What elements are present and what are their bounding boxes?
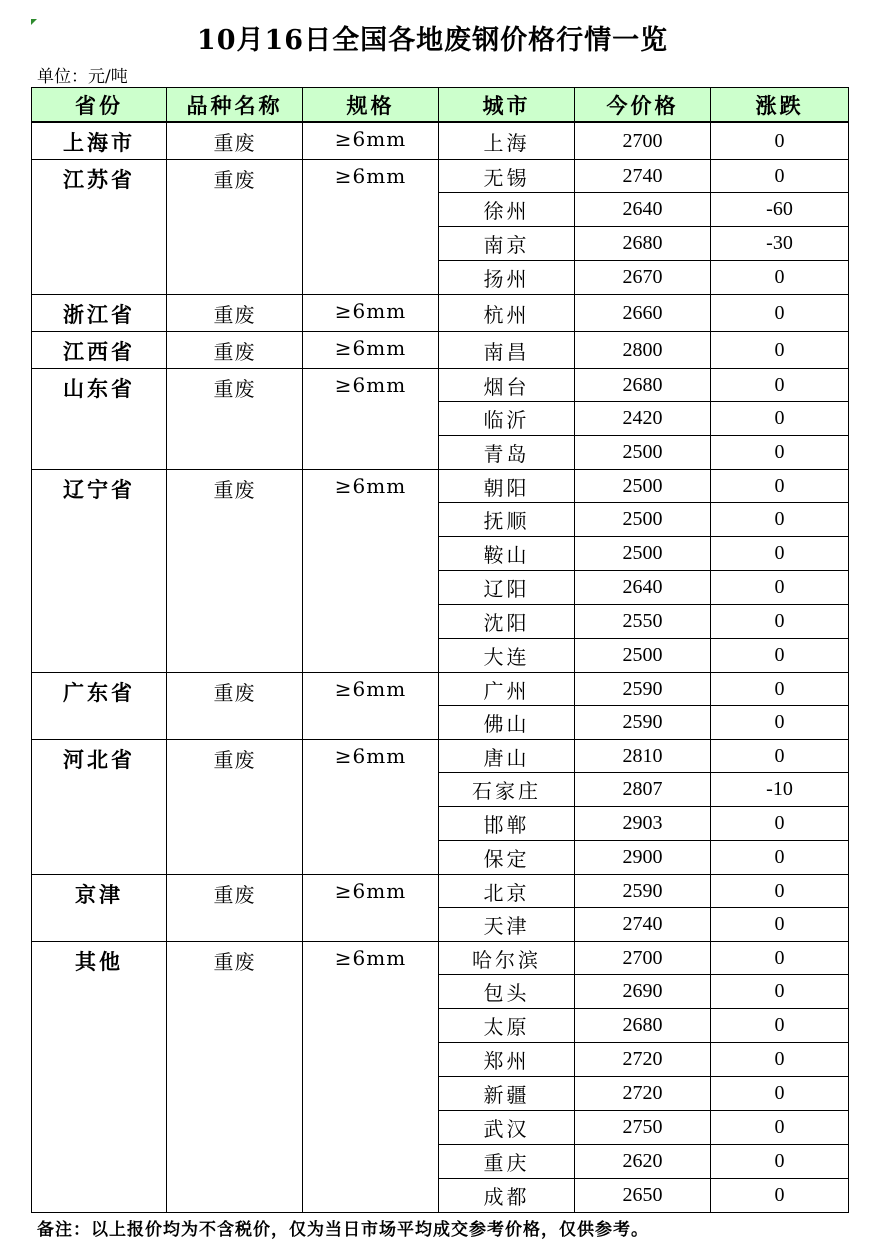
city-cell: 广州	[439, 673, 575, 706]
price-cell: 2500	[575, 470, 711, 503]
footer-note: 备注：以上报价均为不含税价，仅为当日市场平均成交参考价格，仅供参考。	[37, 1220, 649, 1240]
city-cell: 太原	[439, 1009, 575, 1043]
price-cell: 2590	[575, 706, 711, 740]
table-body	[32, 122, 849, 1213]
kind-cell: 重废	[167, 942, 303, 1213]
city-cell: 临沂	[439, 402, 575, 436]
province-cell: 上海市	[32, 122, 167, 160]
city-cell: 重庆	[439, 1145, 575, 1179]
city-cell: 南昌	[439, 332, 575, 369]
table-row	[32, 369, 849, 402]
city-cell: 新疆	[439, 1077, 575, 1111]
city-cell: 杭州	[439, 295, 575, 332]
city-cell: 包头	[439, 975, 575, 1009]
spec-cell: ≥6mm	[303, 122, 439, 160]
province-cell: 江西省	[32, 332, 167, 369]
province-cell: 山东省	[32, 369, 167, 470]
kind-cell: 重废	[167, 875, 303, 942]
header-price: 今价格	[575, 88, 711, 123]
city-cell: 沈阳	[439, 605, 575, 639]
header-province: 省份	[32, 88, 167, 123]
table-row	[32, 740, 849, 773]
change-cell: 0	[711, 1077, 849, 1111]
province-cell: 浙江省	[32, 295, 167, 332]
table-row	[32, 160, 849, 193]
change-cell: 0	[711, 875, 849, 908]
change-cell: 0	[711, 807, 849, 841]
city-cell: 武汉	[439, 1111, 575, 1145]
change-cell: -30	[711, 227, 849, 261]
change-cell: 0	[711, 908, 849, 942]
price-cell: 2420	[575, 402, 711, 436]
city-cell: 抚顺	[439, 503, 575, 537]
change-cell: 0	[711, 1043, 849, 1077]
table-row	[32, 295, 849, 332]
price-cell: 2720	[575, 1043, 711, 1077]
change-cell: 0	[711, 470, 849, 503]
city-cell: 邯郸	[439, 807, 575, 841]
price-cell: 2720	[575, 1077, 711, 1111]
change-cell: 0	[711, 841, 849, 875]
price-cell: 2900	[575, 841, 711, 875]
city-cell: 石家庄	[439, 773, 575, 807]
change-cell: 0	[711, 1145, 849, 1179]
header-kind: 品种名称	[167, 88, 303, 123]
city-cell: 青岛	[439, 436, 575, 470]
change-cell: 0	[711, 571, 849, 605]
price-cell: 2660	[575, 295, 711, 332]
spec-cell: ≥6mm	[303, 875, 439, 942]
spec-cell: ≥6mm	[303, 740, 439, 875]
unit-label: 单位：元/吨	[37, 67, 128, 87]
table-row	[32, 332, 849, 369]
change-cell: 0	[711, 537, 849, 571]
city-cell: 大连	[439, 639, 575, 673]
province-cell: 江苏省	[32, 160, 167, 295]
kind-cell: 重废	[167, 122, 303, 160]
city-cell: 鞍山	[439, 537, 575, 571]
city-cell: 哈尔滨	[439, 942, 575, 975]
city-cell: 郑州	[439, 1043, 575, 1077]
city-cell: 北京	[439, 875, 575, 908]
city-cell: 唐山	[439, 740, 575, 773]
price-cell: 2670	[575, 261, 711, 295]
price-cell: 2700	[575, 122, 711, 160]
spec-cell: ≥6mm	[303, 942, 439, 1213]
change-cell: 0	[711, 122, 849, 160]
city-cell: 成都	[439, 1179, 575, 1213]
change-cell: 0	[711, 436, 849, 470]
price-cell: 2740	[575, 908, 711, 942]
change-cell: 0	[711, 706, 849, 740]
city-cell: 扬州	[439, 261, 575, 295]
spec-cell: ≥6mm	[303, 673, 439, 740]
change-cell: 0	[711, 295, 849, 332]
page-title: 10月16日全国各地废钢价格行情一览	[196, 25, 669, 56]
price-cell: 2700	[575, 942, 711, 975]
header-change: 涨跌	[711, 88, 849, 123]
table-row	[32, 673, 849, 706]
price-cell: 2500	[575, 503, 711, 537]
change-cell: 0	[711, 1009, 849, 1043]
price-cell: 2680	[575, 369, 711, 402]
province-cell: 辽宁省	[32, 470, 167, 673]
table-header-row	[32, 88, 849, 123]
change-cell: 0	[711, 942, 849, 975]
price-cell: 2650	[575, 1179, 711, 1213]
change-cell: 0	[711, 160, 849, 193]
spec-cell: ≥6mm	[303, 295, 439, 332]
province-cell: 京津	[32, 875, 167, 942]
change-cell: 0	[711, 1179, 849, 1213]
price-cell: 2500	[575, 537, 711, 571]
city-cell: 上海	[439, 122, 575, 160]
province-cell: 其他	[32, 942, 167, 1213]
city-cell: 保定	[439, 841, 575, 875]
price-cell: 2690	[575, 975, 711, 1009]
price-cell: 2740	[575, 160, 711, 193]
price-cell: 2550	[575, 605, 711, 639]
province-cell: 广东省	[32, 673, 167, 740]
price-cell: 2680	[575, 1009, 711, 1043]
kind-cell: 重废	[167, 160, 303, 295]
city-cell: 天津	[439, 908, 575, 942]
price-cell: 2640	[575, 571, 711, 605]
city-cell: 徐州	[439, 193, 575, 227]
spec-cell: ≥6mm	[303, 332, 439, 369]
change-cell: -10	[711, 773, 849, 807]
price-cell: 2500	[575, 436, 711, 470]
kind-cell: 重废	[167, 470, 303, 673]
change-cell: 0	[711, 1111, 849, 1145]
header-city: 城市	[439, 88, 575, 123]
price-cell: 2620	[575, 1145, 711, 1179]
change-cell: 0	[711, 740, 849, 773]
change-cell: 0	[711, 673, 849, 706]
kind-cell: 重废	[167, 332, 303, 369]
table-row	[32, 470, 849, 503]
city-cell: 烟台	[439, 369, 575, 402]
city-cell: 朝阳	[439, 470, 575, 503]
kind-cell: 重废	[167, 369, 303, 470]
change-cell: 0	[711, 639, 849, 673]
change-cell: 0	[711, 975, 849, 1009]
city-cell: 辽阳	[439, 571, 575, 605]
kind-cell: 重废	[167, 673, 303, 740]
city-cell: 佛山	[439, 706, 575, 740]
price-table	[31, 87, 849, 1213]
price-cell: 2590	[575, 875, 711, 908]
table-row	[32, 122, 849, 160]
header-spec: 规格	[303, 88, 439, 123]
change-cell: 0	[711, 369, 849, 402]
table-row	[32, 942, 849, 975]
price-cell: 2800	[575, 332, 711, 369]
kind-cell: 重废	[167, 295, 303, 332]
price-cell: 2590	[575, 673, 711, 706]
price-cell: 2807	[575, 773, 711, 807]
spec-cell: ≥6mm	[303, 470, 439, 673]
city-cell: 南京	[439, 227, 575, 261]
change-cell: 0	[711, 332, 849, 369]
price-cell: 2640	[575, 193, 711, 227]
price-cell: 2903	[575, 807, 711, 841]
change-cell: 0	[711, 605, 849, 639]
price-cell: 2680	[575, 227, 711, 261]
change-cell: 0	[711, 261, 849, 295]
spec-cell: ≥6mm	[303, 369, 439, 470]
table-row	[32, 875, 849, 908]
spec-cell: ≥6mm	[303, 160, 439, 295]
price-cell: 2810	[575, 740, 711, 773]
price-cell: 2750	[575, 1111, 711, 1145]
province-cell: 河北省	[32, 740, 167, 875]
change-cell: 0	[711, 503, 849, 537]
change-cell: -60	[711, 193, 849, 227]
change-cell: 0	[711, 402, 849, 436]
price-cell: 2500	[575, 639, 711, 673]
kind-cell: 重废	[167, 740, 303, 875]
city-cell: 无锡	[439, 160, 575, 193]
